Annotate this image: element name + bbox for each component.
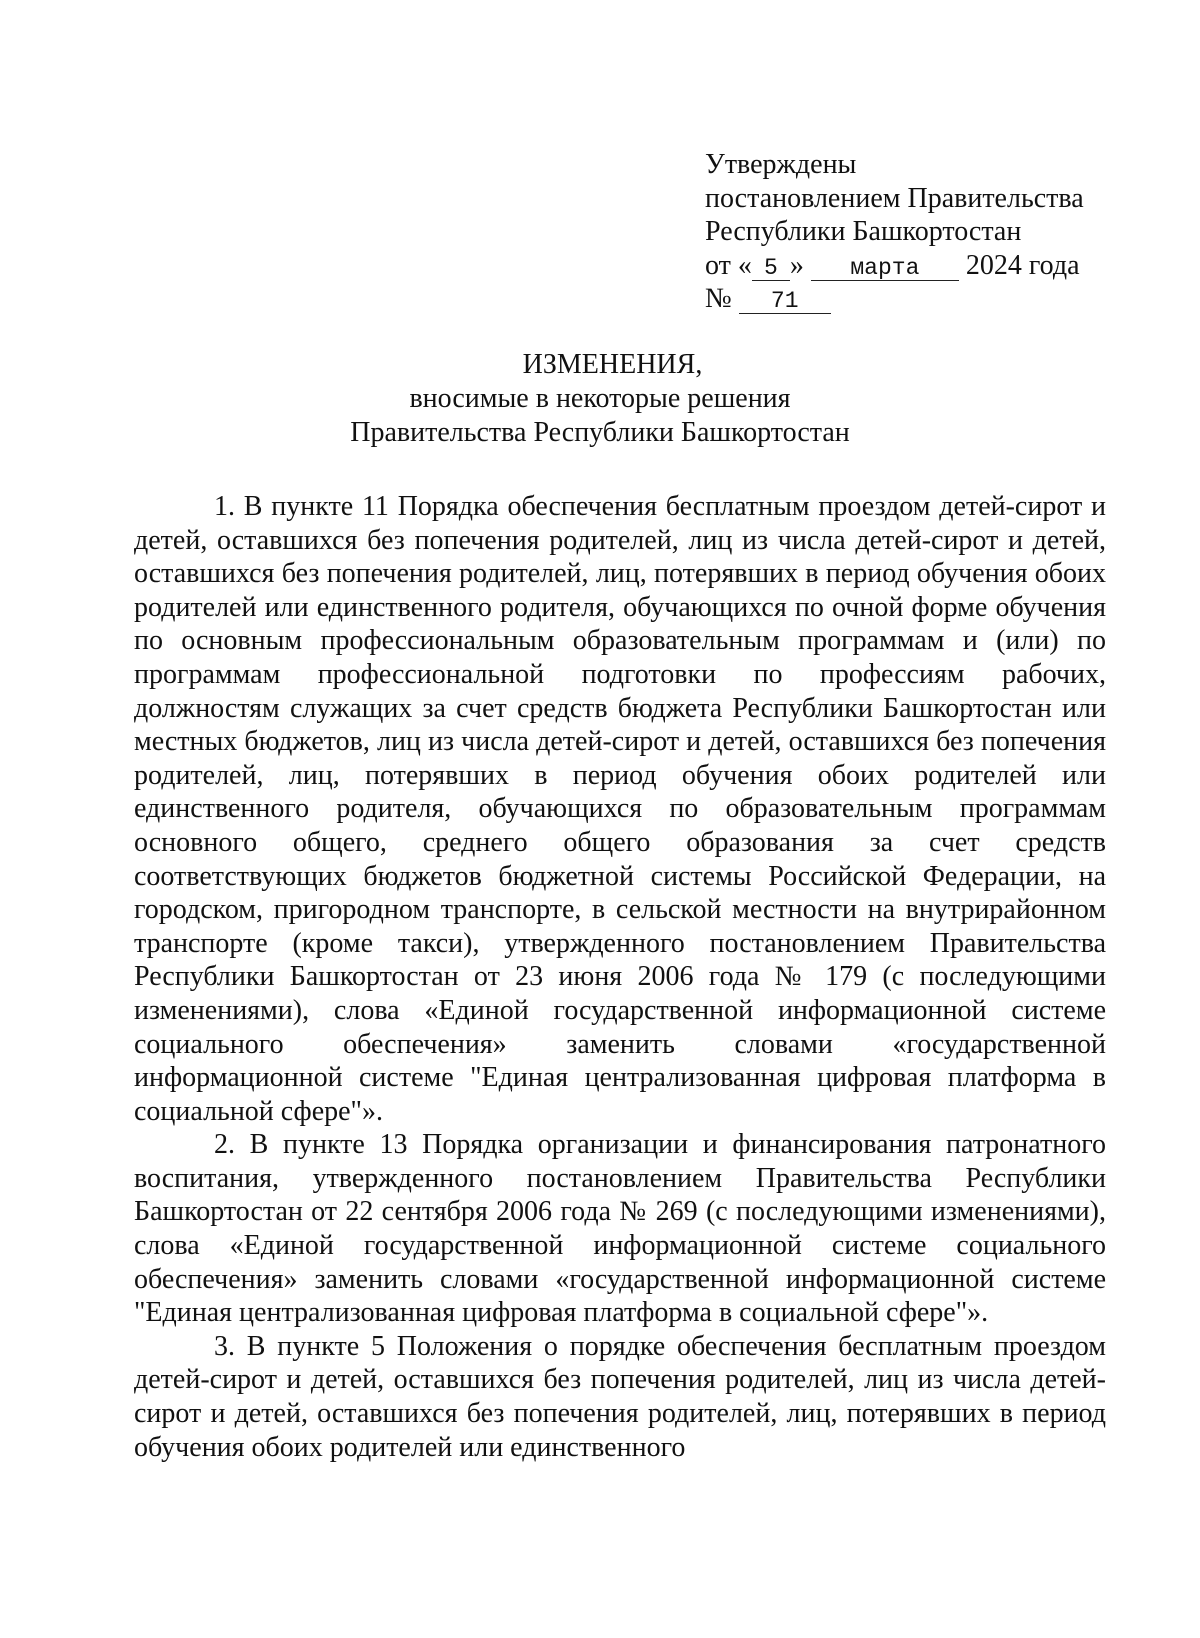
date-prefix: от « [705,249,752,281]
approval-line-approved: Утверждены [705,149,857,180]
document-subtitle-line2: Правительства Республики Башкортостан [350,417,850,448]
document-body [134,490,1106,1464]
paragraph-1: 1. В пункте 11 Порядка обеспечения бесплатным проездом детей-сирот и детей, оставшихся без попечения родителей, лиц из числа детей-сирот и детей, оставшихся без попечения родителей, лиц, потерявших в период обучения обоих родителей или единственного родителя, обучающихся по очной форме обучения по основным профессиональным образовательным программам и (или) по программам профессиональной подготовки по профессиям рабочих, должностям служащих за счет средств бюджета Республики Башкортостан или местных бюджетов, лиц из числа детей-сирот и детей, оставшихся без попечения родителей, лиц, потерявших в период обучения обоих родителей или единственного родителя, обучающихся по образовательным программам основного общего, среднего общего образования за счет средств соответствующих бюджетов бюджетной системы Российской Федерации, на городском, пригородном транспорте, в сельской местности на внутрирайонном транспорте (кроме такси), утвержденного постановлением Правительства Республики Башкортостан от 23 июня 2006 года № 179 (с последующими изменениями), слова «Единой государственной информационной системе социального обеспечения» заменить словами «государственной информационной системе "Единая централизованная цифровая платформа в социальной сфере"». [134,491,1106,1127]
number-prefix: № [705,283,732,314]
approval-line-republic: Республики Башкортостан [705,216,1022,247]
approval-date-line [705,249,1125,283]
document-subtitle-line1: вносимые в некоторые решения [409,383,791,414]
date-year: 2024 года [965,249,1080,281]
approval-number-line [705,282,1125,316]
date-day-field: 5 [752,256,790,281]
date-month-field: марта [811,256,959,281]
paragraph-3: 3. В пункте 5 Положения о порядке обеспечения бесплатным проездом детей-сирот и детей, оставшихся без попечения родителей, лиц из числа детей-сирот и детей, оставшихся без попечения родителей, лиц, потерявших в период обучения обоих родителей или единственного [134,1330,1106,1463]
number-field: 71 [739,289,831,314]
document-title: ИЗМЕНЕНИЯ, [522,349,703,380]
paragraph-2: 2. В пункте 13 Порядка организации и финансирования патронатного воспитания, утвержденного постановлением Правительства Республики Башкортостан от 22 сентября 2006 года № 269 (с последующими изменениями), слова «Единой государственной информационной системе социального обеспечения» заменить словами «государственной информационной системе "Единая централизованная цифровая платформа в социальной сфере"». [134,1129,1106,1329]
approval-stamp-block [705,148,1125,316]
approval-line-resolution: постановлением Правительства [705,182,1084,214]
date-mid: » [789,249,804,281]
document-title-block [0,348,1200,450]
